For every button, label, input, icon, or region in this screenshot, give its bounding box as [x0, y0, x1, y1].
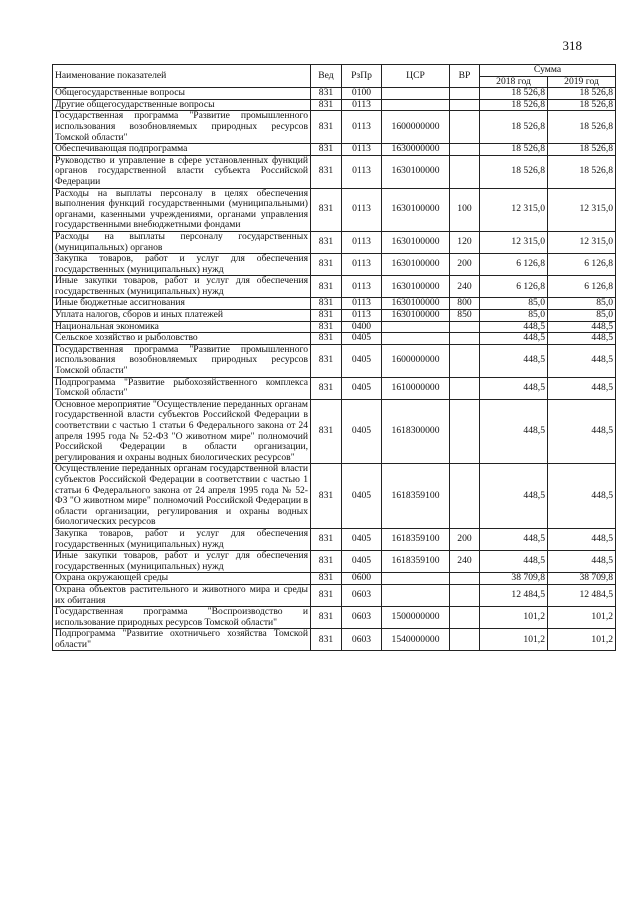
cell-vr — [450, 629, 480, 651]
header-2019: 2019 год — [548, 76, 616, 88]
cell-ved: 831 — [311, 310, 342, 322]
cell-vr — [450, 144, 480, 156]
cell-y2019: 448,5 — [548, 399, 616, 464]
cell-ved: 831 — [311, 231, 342, 253]
cell-csr: 1540000000 — [382, 629, 450, 651]
cell-y2018: 448,5 — [480, 551, 548, 573]
cell-rzpr: 0113 — [342, 254, 382, 276]
table-row — [53, 528, 616, 550]
cell-y2019: 448,5 — [548, 377, 616, 399]
cell-y2018: 18 526,8 — [480, 99, 548, 111]
cell-rzpr: 0603 — [342, 584, 382, 606]
cell-y2018: 448,5 — [480, 377, 548, 399]
cell-y2019: 18 526,8 — [548, 111, 616, 144]
cell-y2018: 448,5 — [480, 333, 548, 345]
cell-vr: 240 — [450, 276, 480, 298]
cell-y2019: 101,2 — [548, 629, 616, 651]
cell-rzpr: 0113 — [342, 188, 382, 231]
cell-csr: 1630100000 — [382, 231, 450, 253]
table-row — [53, 464, 616, 529]
table-row — [53, 607, 616, 629]
cell-csr — [382, 88, 450, 100]
cell-csr: 1630100000 — [382, 254, 450, 276]
cell-csr — [382, 584, 450, 606]
cell-rzpr: 0405 — [342, 377, 382, 399]
cell-name: Уплата налогов, сборов и иных платежей — [53, 310, 311, 322]
cell-vr — [450, 607, 480, 629]
cell-y2019: 12 484,5 — [548, 584, 616, 606]
cell-rzpr: 0113 — [342, 310, 382, 322]
cell-rzpr: 0405 — [342, 344, 382, 377]
cell-ved: 831 — [311, 629, 342, 651]
cell-vr — [450, 99, 480, 111]
cell-csr: 1618300000 — [382, 399, 450, 464]
cell-ved: 831 — [311, 99, 342, 111]
table-row — [53, 629, 616, 651]
cell-name: Национальная экономика — [53, 321, 311, 333]
cell-csr: 1630100000 — [382, 310, 450, 322]
header-ved: Вед — [311, 65, 342, 88]
cell-y2018: 448,5 — [480, 321, 548, 333]
cell-name: Руководство и управление в сфере установленных функций органов государственной власти субъекта Российской Федерации — [53, 155, 311, 188]
cell-name: Государственная программа "Развитие промышленного использования возобновляемых природных ресурсов Томской области" — [53, 344, 311, 377]
cell-ved: 831 — [311, 88, 342, 100]
cell-y2019: 448,5 — [548, 333, 616, 345]
cell-vr — [450, 88, 480, 100]
cell-y2018: 12 315,0 — [480, 231, 548, 253]
cell-ved: 831 — [311, 276, 342, 298]
cell-name: Иные закупки товаров, работ и услуг для обеспечения государственных (муниципальных) нужд — [53, 276, 311, 298]
cell-y2018: 448,5 — [480, 399, 548, 464]
table-body — [53, 88, 616, 651]
cell-name: Государственная программа "Развитие промышленного использования возобновляемых природных ресурсов Томской области" — [53, 111, 311, 144]
cell-csr: 1600000000 — [382, 111, 450, 144]
cell-name: Охрана объектов растительного и животного мира и среды их обитания — [53, 584, 311, 606]
cell-name: Подпрограмма "Развитие охотничьего хозяйства Томской области" — [53, 629, 311, 651]
table-header — [53, 65, 616, 88]
table-row — [53, 333, 616, 345]
cell-ved: 831 — [311, 344, 342, 377]
cell-rzpr: 0113 — [342, 155, 382, 188]
cell-vr: 850 — [450, 310, 480, 322]
cell-rzpr: 0400 — [342, 321, 382, 333]
cell-csr: 1600000000 — [382, 344, 450, 377]
cell-ved: 831 — [311, 155, 342, 188]
cell-y2019: 448,5 — [548, 344, 616, 377]
header-rzpr: РзПр — [342, 65, 382, 88]
cell-vr — [450, 399, 480, 464]
table-row — [53, 321, 616, 333]
cell-rzpr: 0405 — [342, 399, 382, 464]
table-row — [53, 155, 616, 188]
cell-vr — [450, 344, 480, 377]
cell-ved: 831 — [311, 321, 342, 333]
cell-y2019: 101,2 — [548, 607, 616, 629]
cell-csr: 1630100000 — [382, 276, 450, 298]
cell-csr: 1630000000 — [382, 144, 450, 156]
cell-rzpr: 0603 — [342, 629, 382, 651]
cell-rzpr: 0603 — [342, 607, 382, 629]
cell-vr: 240 — [450, 551, 480, 573]
cell-ved: 831 — [311, 528, 342, 550]
cell-ved: 831 — [311, 551, 342, 573]
table-row — [53, 344, 616, 377]
cell-vr — [450, 573, 480, 585]
cell-y2019: 85,0 — [548, 298, 616, 310]
table-row — [53, 298, 616, 310]
cell-ved: 831 — [311, 573, 342, 585]
cell-y2018: 12 315,0 — [480, 188, 548, 231]
cell-vr — [450, 155, 480, 188]
cell-ved: 831 — [311, 333, 342, 345]
cell-name: Подпрограмма "Развитие рыбохозяйственного комплекса Томской области" — [53, 377, 311, 399]
cell-rzpr: 0113 — [342, 111, 382, 144]
cell-ved: 831 — [311, 298, 342, 310]
cell-name: Расходы на выплаты персоналу государственных (муниципальных) органов — [53, 231, 311, 253]
cell-rzpr: 0600 — [342, 573, 382, 585]
header-2018: 2018 год — [480, 76, 548, 88]
cell-y2018: 85,0 — [480, 298, 548, 310]
cell-name: Государственная программа "Воспроизводство и использование природных ресурсов Томской области" — [53, 607, 311, 629]
page-number: 318 — [562, 38, 582, 53]
table-row — [53, 144, 616, 156]
cell-ved: 831 — [311, 377, 342, 399]
cell-name: Другие общегосударственные вопросы — [53, 99, 311, 111]
table-row — [53, 276, 616, 298]
cell-vr — [450, 377, 480, 399]
cell-rzpr: 0113 — [342, 99, 382, 111]
cell-csr — [382, 573, 450, 585]
cell-y2019: 18 526,8 — [548, 155, 616, 188]
cell-y2019: 448,5 — [548, 464, 616, 529]
cell-name: Закупка товаров, работ и услуг для обеспечения государственных (муниципальных) нужд — [53, 528, 311, 550]
cell-rzpr: 0113 — [342, 231, 382, 253]
cell-y2018: 6 126,8 — [480, 254, 548, 276]
table-row — [53, 551, 616, 573]
cell-name: Обеспечивающая подпрограмма — [53, 144, 311, 156]
cell-name: Осуществление переданных органам государственной власти субъектов Российской Федерации в соответствии с частью 1 статьи 6 Федерального закона от 24 апреля 1995 года № 52-ФЗ "О животном мире" полномочий Российской Федерации в области организации, регулирования и охраны водных биологических ресурсов — [53, 464, 311, 529]
cell-csr: 1630100000 — [382, 298, 450, 310]
cell-name: Охрана окружающей среды — [53, 573, 311, 585]
cell-y2019: 6 126,8 — [548, 276, 616, 298]
cell-csr: 1618359100 — [382, 551, 450, 573]
cell-name: Сельское хозяйство и рыболовство — [53, 333, 311, 345]
table-row — [53, 111, 616, 144]
cell-y2019: 85,0 — [548, 310, 616, 322]
cell-name: Иные бюджетные ассигнования — [53, 298, 311, 310]
cell-name: Иные закупки товаров, работ и услуг для обеспечения государственных (муниципальных) нужд — [53, 551, 311, 573]
cell-ved: 831 — [311, 254, 342, 276]
cell-csr: 1630100000 — [382, 188, 450, 231]
table-row — [53, 231, 616, 253]
cell-vr — [450, 321, 480, 333]
header-vr: ВР — [450, 65, 480, 88]
header-sum: Сумма — [480, 65, 616, 77]
cell-csr: 1618359100 — [382, 528, 450, 550]
cell-name: Расходы на выплаты персоналу в целях обеспечения выполнения функций государственными (муниципальными) органами, казенными учреждениями, органами управления государственными внебюджетными фондами — [53, 188, 311, 231]
cell-csr: 1630100000 — [382, 155, 450, 188]
cell-vr: 800 — [450, 298, 480, 310]
cell-csr — [382, 333, 450, 345]
cell-rzpr: 0100 — [342, 88, 382, 100]
cell-vr — [450, 584, 480, 606]
cell-csr: 1610000000 — [382, 377, 450, 399]
cell-ved: 831 — [311, 144, 342, 156]
budget-table — [52, 64, 616, 651]
cell-y2018: 448,5 — [480, 528, 548, 550]
cell-rzpr: 0405 — [342, 551, 382, 573]
table-row — [53, 88, 616, 100]
cell-name: Общегосударственные вопросы — [53, 88, 311, 100]
cell-ved: 831 — [311, 188, 342, 231]
cell-ved: 831 — [311, 111, 342, 144]
cell-y2018: 448,5 — [480, 464, 548, 529]
cell-rzpr: 0405 — [342, 528, 382, 550]
cell-vr: 120 — [450, 231, 480, 253]
table-row — [53, 188, 616, 231]
cell-name: Закупка товаров, работ и услуг для обеспечения государственных (муниципальных) нужд — [53, 254, 311, 276]
table-row — [53, 377, 616, 399]
cell-rzpr: 0405 — [342, 333, 382, 345]
table-row — [53, 584, 616, 606]
cell-csr: 1618359100 — [382, 464, 450, 529]
cell-name: Основное мероприятие "Осуществление переданных органам государственной власти субъектов Российской Федерации в соответствии с частью 1 статьи 6 Федерального закона от 24 апреля 1995 года № 52-ФЗ "О животном мире" полномочий Российской Федерации в области организации, регулирования и охраны водных биологических ресурсов" — [53, 399, 311, 464]
cell-rzpr: 0113 — [342, 298, 382, 310]
cell-y2019: 12 315,0 — [548, 188, 616, 231]
cell-y2018: 6 126,8 — [480, 276, 548, 298]
cell-y2018: 38 709,8 — [480, 573, 548, 585]
cell-vr: 100 — [450, 188, 480, 231]
cell-y2018: 101,2 — [480, 607, 548, 629]
table-row — [53, 573, 616, 585]
cell-y2019: 6 126,8 — [548, 254, 616, 276]
cell-vr: 200 — [450, 528, 480, 550]
cell-y2019: 448,5 — [548, 321, 616, 333]
cell-ved: 831 — [311, 607, 342, 629]
cell-y2018: 101,2 — [480, 629, 548, 651]
cell-ved: 831 — [311, 464, 342, 529]
cell-rzpr: 0113 — [342, 276, 382, 298]
cell-y2018: 12 484,5 — [480, 584, 548, 606]
cell-vr — [450, 333, 480, 345]
cell-y2019: 18 526,8 — [548, 88, 616, 100]
cell-y2019: 448,5 — [548, 528, 616, 550]
cell-vr — [450, 464, 480, 529]
cell-y2018: 18 526,8 — [480, 111, 548, 144]
cell-ved: 831 — [311, 399, 342, 464]
cell-vr — [450, 111, 480, 144]
cell-csr — [382, 99, 450, 111]
cell-ved: 831 — [311, 584, 342, 606]
cell-y2019: 18 526,8 — [548, 144, 616, 156]
cell-y2019: 448,5 — [548, 551, 616, 573]
cell-y2018: 85,0 — [480, 310, 548, 322]
cell-vr: 200 — [450, 254, 480, 276]
cell-y2019: 18 526,8 — [548, 99, 616, 111]
cell-y2018: 18 526,8 — [480, 155, 548, 188]
cell-rzpr: 0405 — [342, 464, 382, 529]
header-name: Наименование показателей — [53, 65, 311, 88]
cell-y2018: 18 526,8 — [480, 88, 548, 100]
cell-csr — [382, 321, 450, 333]
cell-y2019: 38 709,8 — [548, 573, 616, 585]
cell-csr: 1500000000 — [382, 607, 450, 629]
cell-rzpr: 0113 — [342, 144, 382, 156]
table-row — [53, 399, 616, 464]
table-row — [53, 310, 616, 322]
header-csr: ЦСР — [382, 65, 450, 88]
cell-y2018: 18 526,8 — [480, 144, 548, 156]
cell-y2018: 448,5 — [480, 344, 548, 377]
cell-y2019: 12 315,0 — [548, 231, 616, 253]
table-row — [53, 254, 616, 276]
table-row — [53, 99, 616, 111]
